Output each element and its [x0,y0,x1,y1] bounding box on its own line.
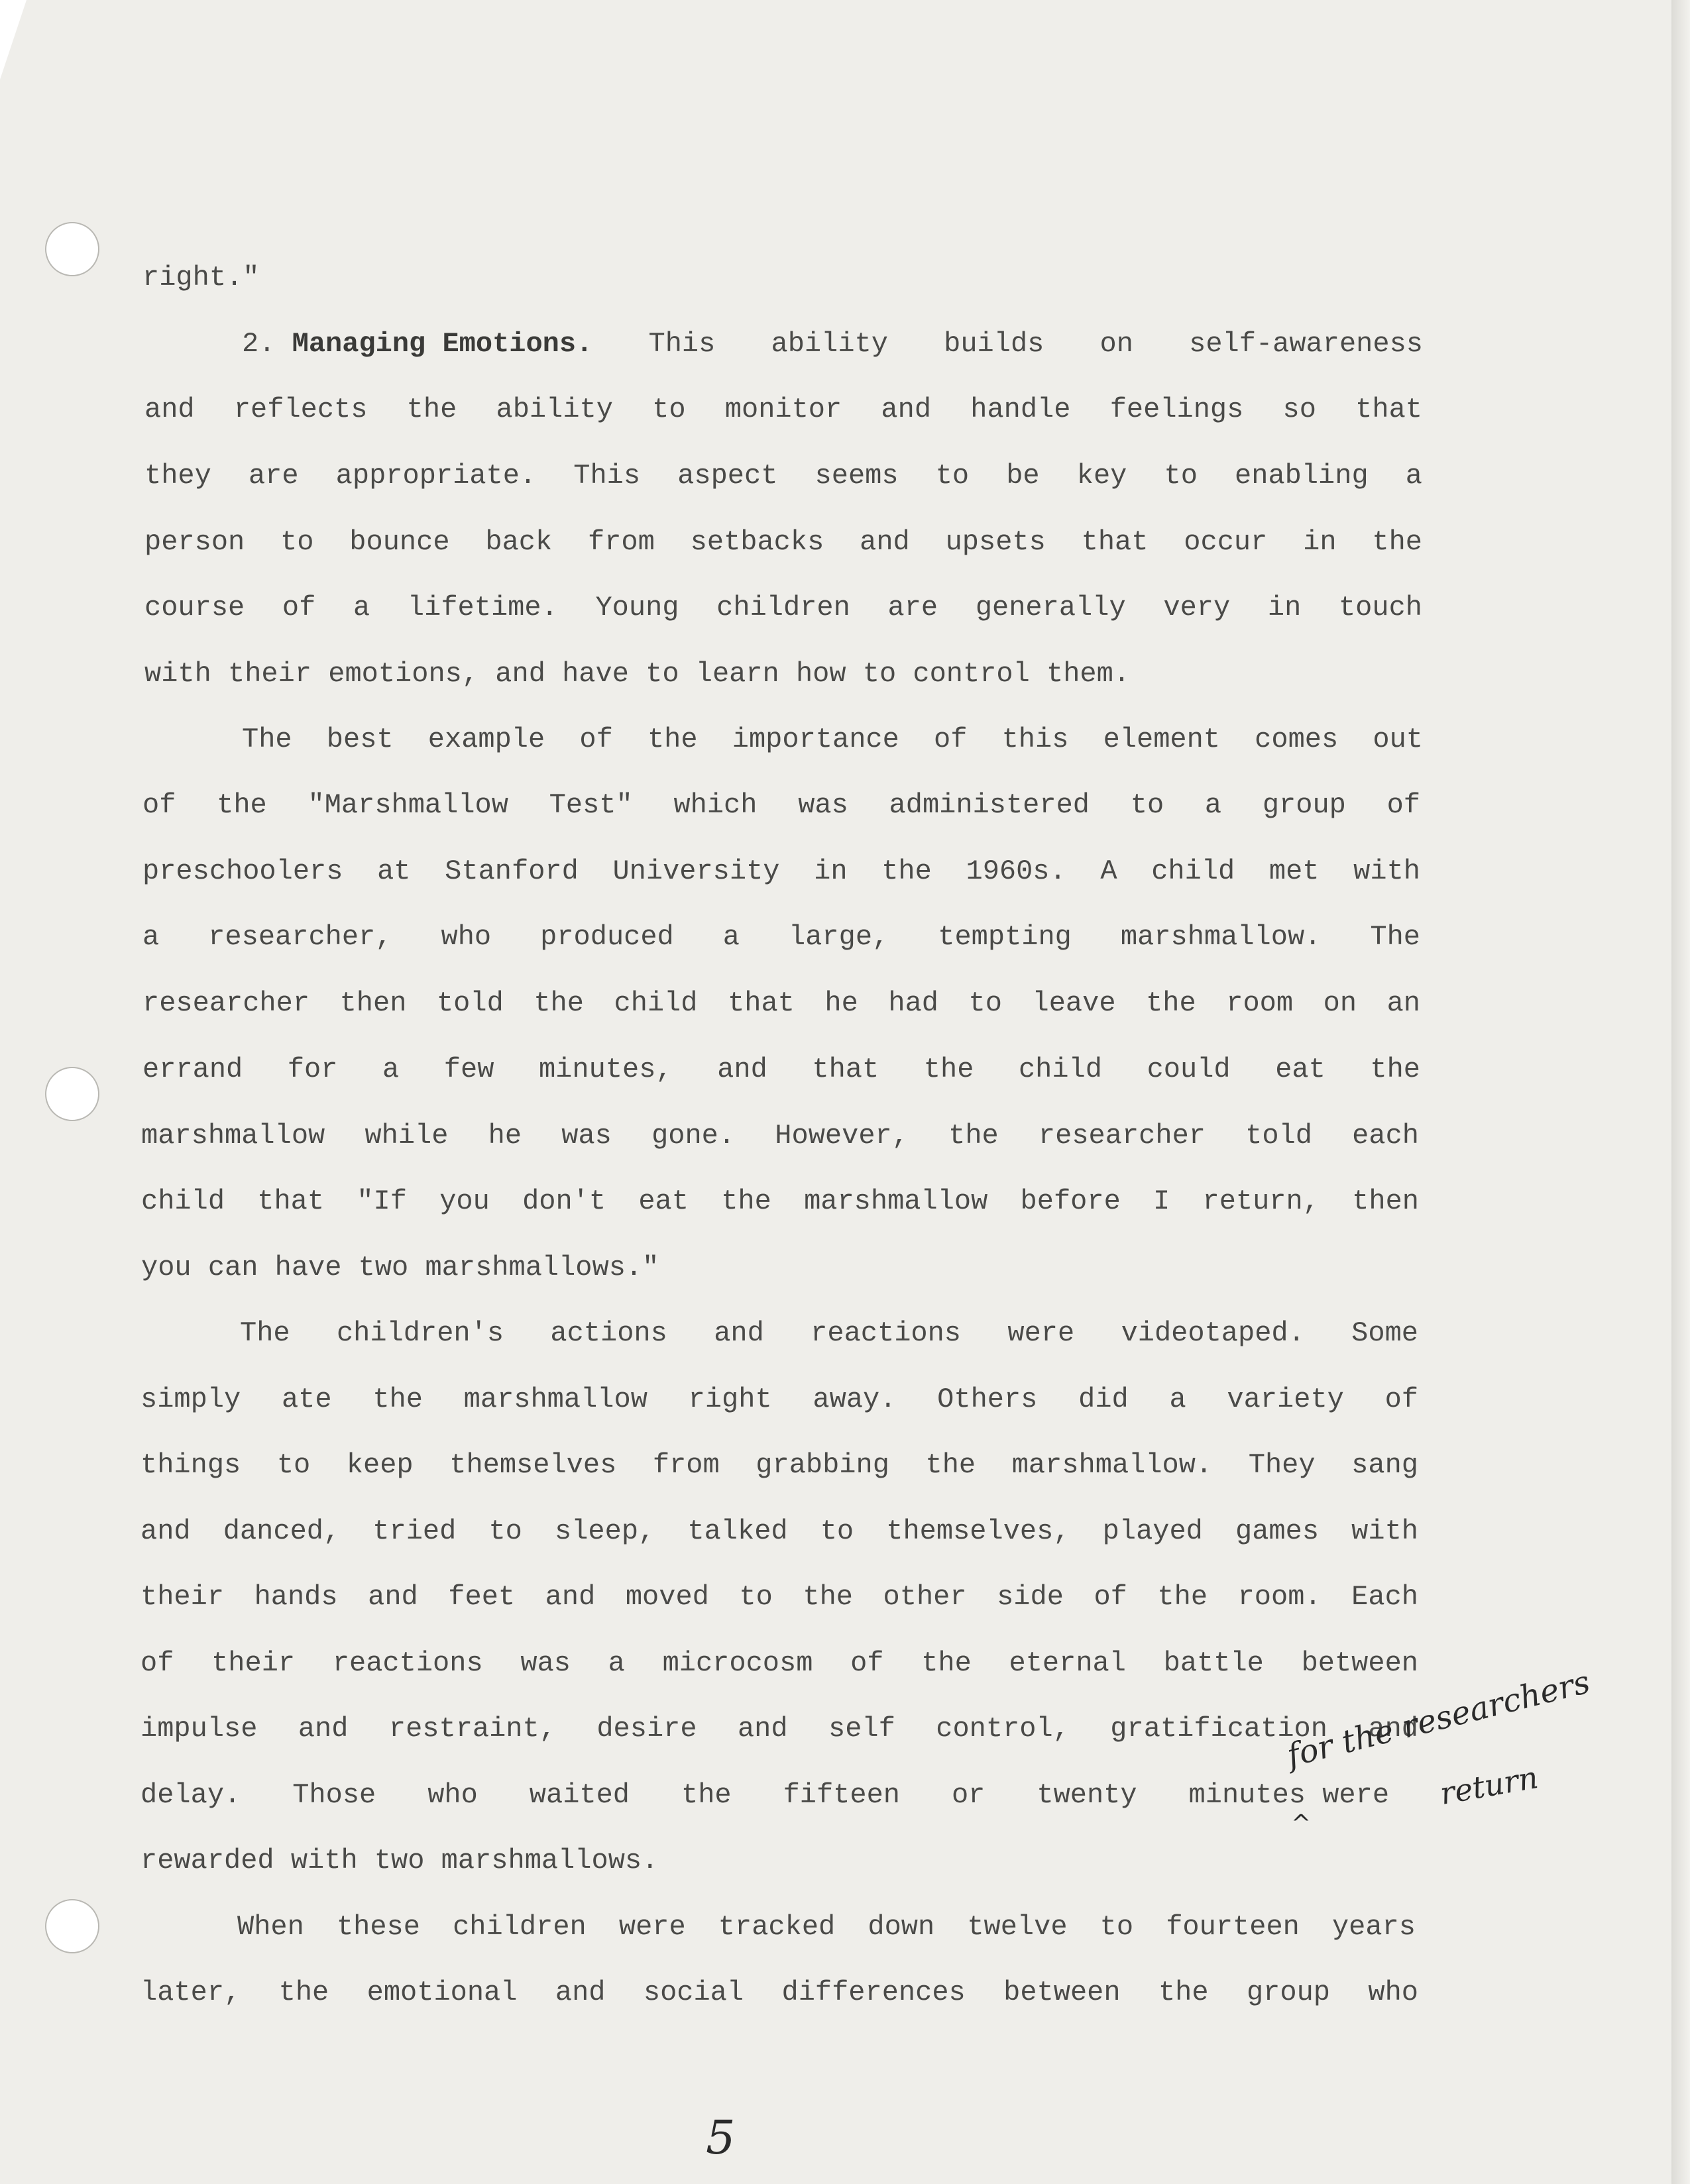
text-line: with their emotions, and have to learn how to control them. [144,658,1131,690]
text-line: impulse and restraint, desire and self control, gratification and [141,1713,1418,1745]
page-edge-shadow [1671,0,1690,2184]
text-line: child that "If you don't eat the marshmallow before I return, then [141,1185,1419,1217]
text-line: course of a lifetime. Young children are generally very in touch [144,592,1422,624]
text-line: their hands and feet and moved to the other side of the room. Each [141,1581,1418,1613]
text-line: person to bounce back from setbacks and upsets that occur in the [144,526,1422,558]
section-heading-line [242,330,1423,358]
text-line: of their reactions was a microcosm of the eternal battle between [141,1647,1418,1679]
handwritten-annotation-line1: for the researchers [1283,1663,1594,1774]
text-line: things to keep themselves from grabbing the marshmallow. They sang [141,1449,1418,1481]
section-title: Managing Emotions. [292,328,593,360]
text-line: you can have two marshmallows." [141,1252,659,1283]
text-line-fragment: were [1306,1779,1390,1811]
insertion-caret-mark: ^ [1291,1810,1312,1837]
text-line: and reflects the ability to monitor and handle feelings so that [144,394,1422,425]
text-line: marshmallow while he was gone. However, the researcher told each [141,1120,1419,1152]
text-line: a researcher, who produced a large, tempting marshmallow. The [142,921,1420,953]
text-line: rewarded with two marshmallows. [141,1845,659,1877]
text-line: of the "Marshmallow Test" which was administered to a group of [142,789,1420,821]
punch-hole-top [45,222,99,276]
text-line: and danced, tried to sleep, talked to themselves, played games with [141,1515,1418,1547]
text-line-fragment: This ability builds on self-awareness [592,328,1423,360]
text-line: The children's actions and reactions were videotaped. Some [240,1317,1418,1349]
text-line: researcher then told the child that he had to leave the room on an [142,987,1420,1019]
text-line-with-insertion [141,1781,1418,1809]
text-line: preschoolers at Stanford University in the 1960s. A child met with [142,855,1420,887]
punch-hole-bottom [45,1899,99,1953]
text-line-fragment: delay. Those who waited the fifteen or twenty minutes [141,1779,1306,1811]
text-line: errand for a few minutes, and that the child could eat the [142,1054,1420,1085]
punch-hole-middle [45,1067,99,1121]
text-line: When these children were tracked down twelve to fourteen years [237,1911,1416,1943]
text-line: later, the emotional and social differences between the group who [141,1977,1418,2008]
text-line: The best example of the importance of this element comes out [242,724,1423,755]
page-number: 5 [706,2110,736,2165]
text-line: they are appropriate. This aspect seems to be key to enabling a [144,460,1422,492]
section-number: 2. [242,328,292,360]
text-line: simply ate the marshmallow right away. Others did a variety of [141,1384,1418,1415]
handwritten-annotation-line2: return [1437,1759,1541,1812]
page-corner-fold [0,0,27,80]
text-line: right." [142,262,260,294]
